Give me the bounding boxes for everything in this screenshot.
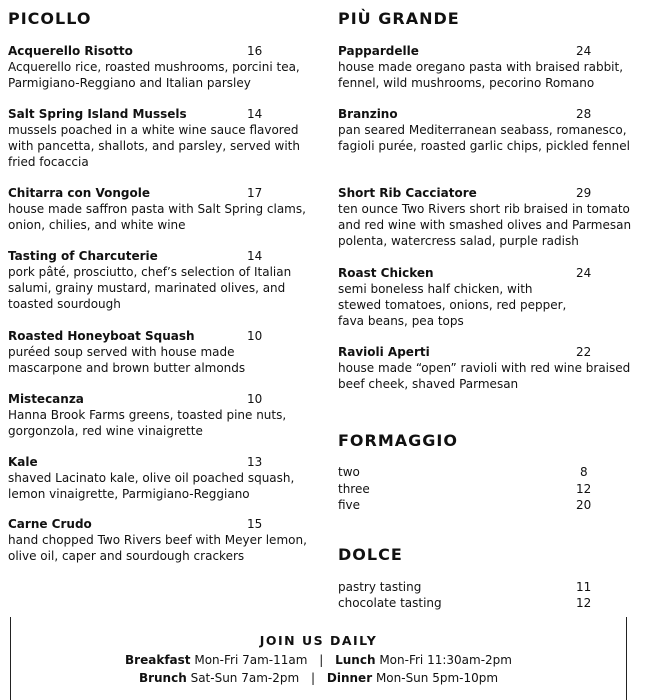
menu-item bbox=[338, 185, 638, 249]
row-price: 20 bbox=[576, 498, 592, 512]
item-name: Short Rib Cacciatore bbox=[338, 186, 477, 200]
hours-line-1 bbox=[11, 653, 626, 667]
item-description: puréed soup served with house made mascarpone and brown butter almonds bbox=[8, 345, 246, 375]
brunch-label: Brunch bbox=[138, 671, 187, 685]
item-description: house made “open” ravioli with red wine braised beef cheek, shaved Parmesan bbox=[338, 361, 631, 391]
lunch-hours: Mon-Fri 11:30am-2pm bbox=[379, 653, 512, 667]
item-price: 10 bbox=[247, 392, 263, 406]
menu-item bbox=[8, 43, 308, 91]
item-name: Roast Chicken bbox=[338, 266, 434, 280]
hours-line-2 bbox=[11, 671, 626, 685]
item-name: Mistecanza bbox=[8, 392, 84, 406]
menu-item bbox=[8, 106, 308, 170]
formaggio-row bbox=[338, 497, 598, 513]
row-label: three bbox=[338, 482, 370, 496]
dolce-row bbox=[338, 595, 598, 611]
section-title-dolce: DOLCE bbox=[338, 545, 403, 564]
row-label: pastry tasting bbox=[338, 580, 422, 594]
row-label: five bbox=[338, 498, 361, 512]
item-price: 17 bbox=[247, 186, 263, 200]
dolce-row bbox=[338, 579, 598, 595]
menu-item bbox=[8, 328, 308, 376]
item-name: Roasted Honeyboat Squash bbox=[8, 329, 195, 343]
row-price: 12 bbox=[576, 482, 592, 496]
row-label: chocolate tasting bbox=[338, 596, 442, 610]
item-name: Tasting of Charcuterie bbox=[8, 249, 158, 263]
formaggio-row bbox=[338, 464, 598, 480]
item-price: 24 bbox=[576, 266, 592, 280]
menu-item bbox=[338, 344, 638, 392]
item-price: 14 bbox=[247, 107, 263, 121]
item-description: house made saffron pasta with Salt Spring clams, onion, chilies, and white wine bbox=[8, 202, 306, 232]
item-description: house made oregano pasta with braised rabbit, fennel, wild mushrooms, pecorino Romano bbox=[338, 60, 624, 90]
row-price: 8 bbox=[580, 465, 588, 479]
item-description: shaved Lacinato kale, olive oil poached squash, lemon vinaigrette, Parmigiano-Reggiano bbox=[8, 471, 295, 501]
item-name: Chitarra con Vongole bbox=[8, 186, 150, 200]
lunch-label: Lunch bbox=[335, 653, 376, 667]
item-price: 22 bbox=[576, 345, 592, 359]
item-price: 10 bbox=[247, 329, 263, 343]
dinner-hours: Mon-Sun 5pm-10pm bbox=[375, 671, 499, 685]
footer-title: JOIN US DAILY bbox=[259, 633, 378, 648]
item-price: 16 bbox=[247, 44, 263, 58]
separator: | bbox=[311, 671, 316, 685]
item-description: Acquerello rice, roasted mushrooms, porcini tea, Parmigiano-Reggiano and Italian parsley bbox=[8, 60, 300, 90]
dinner-label: Dinner bbox=[326, 671, 373, 685]
menu-item bbox=[8, 516, 308, 564]
item-name: Pappardelle bbox=[338, 44, 419, 58]
item-name: Carne Crudo bbox=[8, 517, 92, 531]
breakfast-hours: Mon-Fri 7am-11am bbox=[194, 653, 308, 667]
menu-item bbox=[8, 391, 308, 439]
item-description: semi boneless half chicken, with stewed tomatoes, onions, red pepper, fava beans, pea tops bbox=[338, 282, 567, 328]
item-price: 13 bbox=[247, 455, 263, 469]
brunch-hours: Sat-Sun 7am-2pm bbox=[190, 671, 300, 685]
section-title-picollo: PICOLLO bbox=[8, 9, 92, 28]
separator: | bbox=[319, 653, 324, 667]
formaggio-row bbox=[338, 481, 598, 497]
item-description: Hanna Brook Farms greens, toasted pine nuts, gorgonzola, red wine vinaigrette bbox=[8, 408, 287, 438]
item-name: Branzino bbox=[338, 107, 398, 121]
menu-item bbox=[338, 106, 638, 154]
item-name: Ravioli Aperti bbox=[338, 345, 430, 359]
item-description: pan seared Mediterranean seabass, romanesco, fagioli purée, roasted garlic chips, pickled fennel bbox=[338, 123, 630, 153]
row-price: 11 bbox=[576, 580, 592, 594]
section-title-formaggio: FORMAGGIO bbox=[338, 431, 458, 450]
menu-item bbox=[338, 265, 638, 329]
item-description: hand chopped Two Rivers beef with Meyer lemon, olive oil, caper and sourdough crackers bbox=[8, 533, 307, 563]
item-description: ten ounce Two Rivers short rib braised in tomato and red wine with smashed olives and Parmesan polenta, watercress salad, purple radish bbox=[338, 202, 632, 248]
item-price: 24 bbox=[576, 44, 592, 58]
item-price: 28 bbox=[576, 107, 592, 121]
menu-item bbox=[8, 454, 308, 502]
breakfast-label: Breakfast bbox=[125, 653, 191, 667]
item-name: Salt Spring Island Mussels bbox=[8, 107, 187, 121]
item-description: pork pâté, prosciutto, chef’s selection of Italian salumi, grainy mustard, marinated olives, and toasted sourdough bbox=[8, 265, 292, 311]
menu-item bbox=[338, 43, 638, 91]
item-name: Acquerello Risotto bbox=[8, 44, 133, 58]
item-price: 14 bbox=[247, 249, 263, 263]
item-price: 29 bbox=[576, 186, 592, 200]
item-price: 15 bbox=[247, 517, 263, 531]
row-price: 12 bbox=[576, 596, 592, 610]
item-name: Kale bbox=[8, 455, 38, 469]
row-label: two bbox=[338, 465, 360, 479]
hours-footer bbox=[10, 617, 627, 700]
section-title-piu-grande: PIÙ GRANDE bbox=[338, 9, 460, 28]
item-description: mussels poached in a white wine sauce flavored with pancetta, shallots, and parsley, served with fried focaccia bbox=[8, 123, 300, 169]
menu-item bbox=[8, 185, 308, 233]
menu-item bbox=[8, 248, 308, 312]
